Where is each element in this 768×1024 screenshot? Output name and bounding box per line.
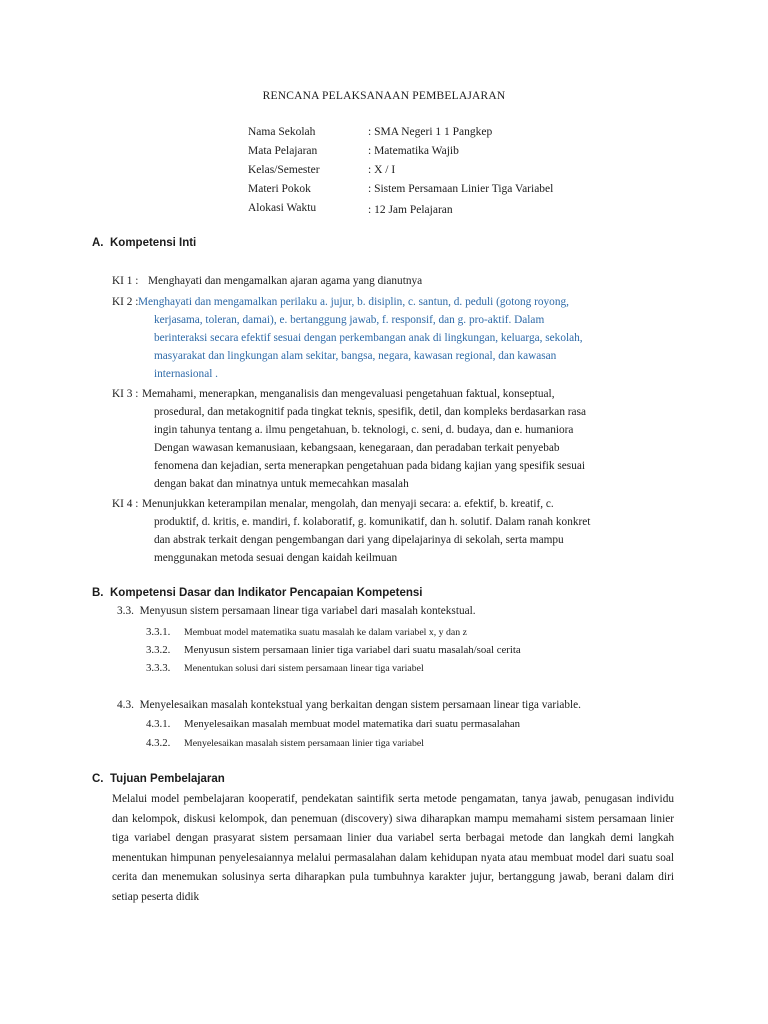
ki-4 bbox=[112, 495, 672, 567]
ki-text-line: menggunakan metoda sesuai dengan kaidah keilmuan bbox=[154, 552, 398, 564]
ki-text: Menghayati dan mengamalkan ajaran agama yang dianutnya bbox=[148, 275, 423, 287]
indicator-text: Menyusun sistem persamaan linier tiga variabel dari suatu masalah/soal cerita bbox=[184, 644, 521, 656]
indicator-number: 3.3.1. bbox=[146, 626, 171, 638]
section-title: Tujuan Pembelajaran bbox=[110, 773, 225, 785]
ki-text-line: Menunjukkan keterampilan menalar, mengolah, dan menyaji secara: a. efektif, b. kreatif, c. bbox=[142, 498, 554, 510]
ki-3 bbox=[112, 385, 672, 493]
section-letter: A. bbox=[92, 237, 104, 249]
identity-value: : 12 Jam Pelajaran bbox=[368, 204, 453, 216]
ki-text-line: dan abstrak terkait dengan pengembangan dari yang dipelajarinya di sekolah, serta mampu bbox=[154, 534, 564, 546]
identity-label: Nama Sekolah bbox=[248, 126, 316, 138]
indicator-text: Membuat model matematika suatu masalah ke dalam variabel x, y dan z bbox=[184, 627, 467, 638]
identity-value: : X / I bbox=[368, 164, 396, 176]
kd-text: Menyelesaikan masalah kontekstual yang berkaitan dengan sistem persamaan linear tiga variable. bbox=[139, 699, 581, 711]
ki-text-line: berinteraksi secara efektif sesuai dengan perkembangan anak di lingkungan, keluarga, sekolah, bbox=[154, 332, 583, 344]
ki-text-line: Memahami, menerapkan, menganalisis dan mengevaluasi pengetahuan faktual, konseptual, bbox=[142, 388, 555, 400]
indicator-4-3-1 bbox=[146, 718, 520, 730]
ki-text-line: prosedural, dan metakognitif pada tingkat teknis, spesifik, detil, dan kompleks berdasarkan rasa bbox=[154, 406, 586, 418]
identity-value: : Sistem Persamaan Linier Tiga Variabel bbox=[368, 183, 554, 195]
section-title: Kompetensi Inti bbox=[110, 237, 197, 249]
kd-number: 3.3. bbox=[117, 605, 134, 617]
indicator-number: 4.3.2. bbox=[146, 737, 171, 749]
section-letter: B. bbox=[92, 587, 104, 599]
ki-text-line: Menghayati dan mengamalkan perilaku a. jujur, b. disiplin, c. santun, d. peduli (gotong royong, bbox=[138, 296, 569, 308]
kd-text: Menyusun sistem persamaan linear tiga variabel dari masalah kontekstual. bbox=[139, 605, 476, 617]
document-title: RENCANA PELAKSANAAN PEMBELAJARAN bbox=[262, 90, 506, 102]
ki-text-line: internasional . bbox=[154, 368, 218, 380]
ki-1 bbox=[112, 272, 672, 290]
section-a-heading bbox=[92, 237, 196, 249]
indicator-number: 4.3.1. bbox=[146, 718, 171, 730]
identity-label: Kelas/Semester bbox=[248, 164, 320, 176]
ki-label: KI 2 : bbox=[112, 296, 139, 308]
indicator-3-3-3 bbox=[146, 662, 424, 674]
ki-text-line: produktif, d. kritis, e. mandiri, f. kolaboratif, g. komunikatif, dan h. solutif. Dalam ranah konkret bbox=[154, 516, 591, 528]
ki-label: KI 1 : bbox=[112, 275, 139, 287]
kd-3-3 bbox=[117, 605, 476, 617]
identity-value: : Matematika Wajib bbox=[368, 145, 459, 157]
ki-text-line: ingin tahunya tentang a. ilmu pengetahuan, b. teknologi, c. seni, d. budaya, dan e. humaniora bbox=[154, 424, 574, 436]
ki-2 bbox=[112, 293, 672, 383]
kd-number: 4.3. bbox=[117, 699, 134, 711]
indicator-text: Menyelesaikan masalah sistem persamaan linier tiga variabel bbox=[184, 738, 424, 749]
indicator-text: Menentukan solusi dari sistem persamaan linear tiga variabel bbox=[184, 663, 424, 674]
section-letter: C. bbox=[92, 773, 104, 785]
indicator-text: Menyelesaikan masalah membuat model matematika dari suatu permasalahan bbox=[184, 718, 521, 730]
kd-4-3 bbox=[117, 699, 581, 711]
section-c-heading bbox=[92, 773, 225, 785]
ki-text-line: masyarakat dan lingkungan alam sekitar, bangsa, negara, kawasan regional, dan kawasan bbox=[154, 350, 557, 362]
ki-text-line: fenomena dan kejadian, serta menerapkan pengetahuan pada bidang kajian yang spesifik sesuai bbox=[154, 460, 585, 472]
indicator-number: 3.3.3. bbox=[146, 662, 171, 674]
indicator-3-3-1 bbox=[146, 626, 467, 638]
section-b-heading bbox=[92, 587, 423, 599]
ki-text-line: kerjasama, toleran, damai), e. bertanggung jawab, f. responsif, dan g. pro-aktif. Dalam bbox=[154, 314, 545, 326]
indicator-3-3-2 bbox=[146, 644, 521, 656]
ki-label: KI 3 : bbox=[112, 388, 139, 400]
section-title: Kompetensi Dasar dan Indikator Pencapaian Kompetensi bbox=[110, 587, 423, 599]
learning-objective-paragraph: Melalui model pembelajaran kooperatif, pendekatan saintifik serta metode pengamatan, tanya jawab, penugasan individu dan kelompok, diskusi kelompok, dan penemuan (discovery) siwa diharapkan mampu memahami sistem persamaan linier tiga variabel dengan prasyarat sistem persamaan linier dua variabel serta berbagai metode dan langkah demi langkah menentukan himpunan penyelesaiannya melalui permasalahan dalam kehidupan nyata atau membuat model dari suatu soal cerita dan menemukan solusinya serta diharapkan pula tumbuhnya karakter jujur, bertanggung jawab, berani dalam diri setiap peserta didik bbox=[112, 793, 674, 903]
identity-value: : SMA Negeri 1 1 Pangkep bbox=[368, 126, 493, 138]
ki-text-line: Dengan wawasan kemanusiaan, kebangsaan, kenegaraan, dan peradaban terkait penyebab bbox=[154, 442, 560, 454]
identity-label: Mata Pelajaran bbox=[248, 145, 318, 157]
indicator-4-3-2 bbox=[146, 737, 424, 749]
identity-label: Alokasi Waktu bbox=[248, 202, 317, 214]
indicator-number: 3.3.2. bbox=[146, 644, 171, 656]
identity-label: Materi Pokok bbox=[248, 183, 311, 195]
ki-label: KI 4 : bbox=[112, 498, 139, 510]
ki-text-line: dengan bakat dan minatnya untuk memecahkan masalah bbox=[154, 478, 409, 490]
